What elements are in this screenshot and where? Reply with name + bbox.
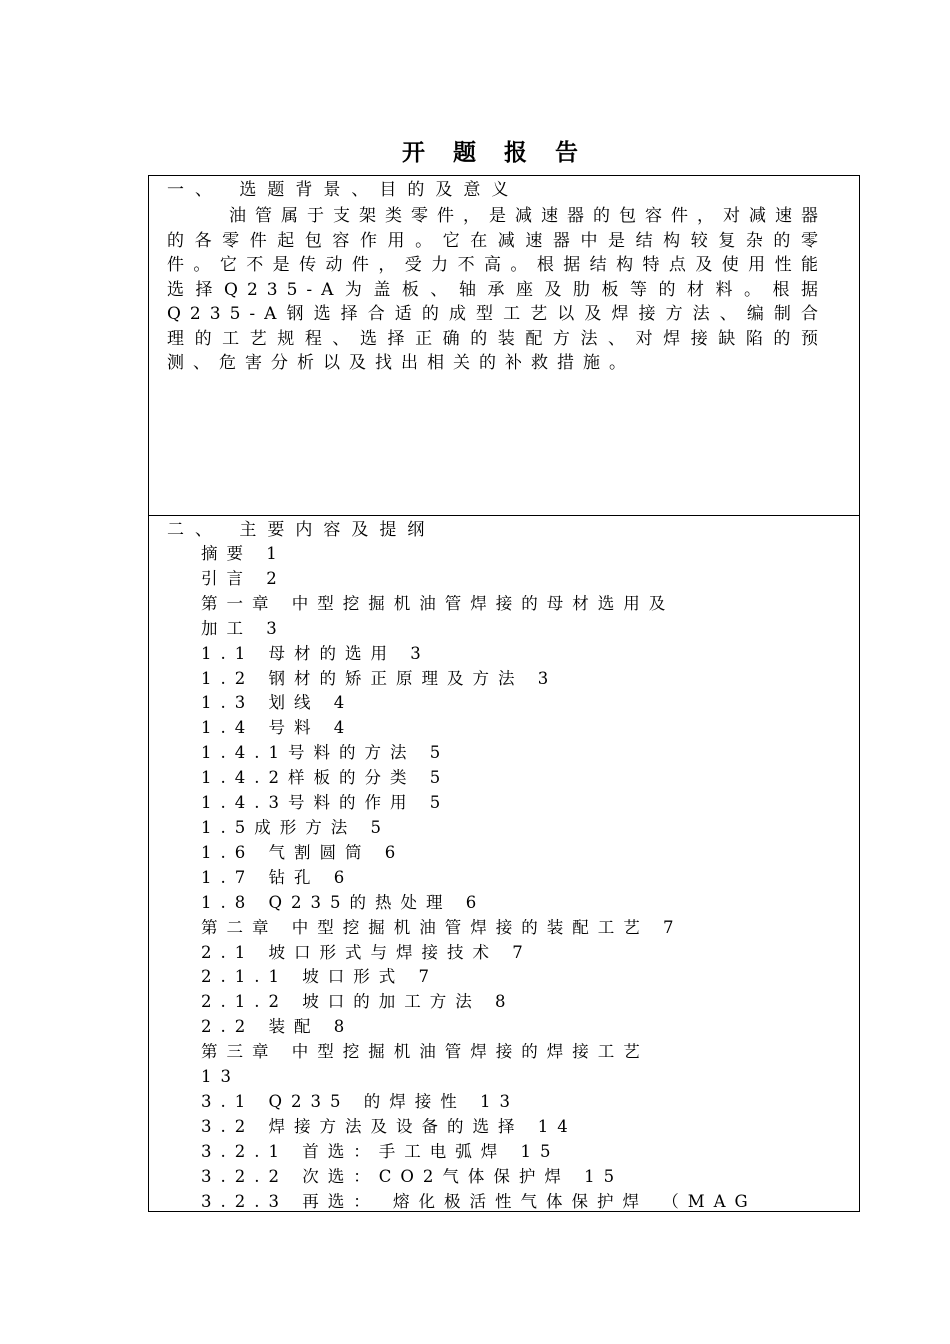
toc-entry: 第二章 中型挖掘机油管焊接的装配工艺 7 [201, 917, 683, 937]
toc-entry: 1.4.3号料的作用 5 [201, 793, 450, 813]
table-of-contents [201, 542, 851, 1214]
toc-entry: 1.6 气割圆筒 6 [201, 842, 405, 862]
toc-entry: 2.1 坡口形式与焊接技术 7 [201, 942, 532, 962]
toc-entry: 2.2 装配 8 [201, 1017, 354, 1037]
toc-entry: 2.1.1 坡口形式 7 [201, 967, 438, 987]
page-title: 开 题 报 告 [401, 139, 589, 166]
toc-entry: 第一章 中型挖掘机油管焊接的母材选用及 [201, 593, 675, 613]
toc-entry: 摘要 1 [201, 544, 286, 563]
toc-entry: 1.4.1号料的方法 5 [201, 743, 450, 763]
toc-entry: 加工 3 [201, 618, 286, 638]
toc-entry: 1.4 号料 4 [201, 718, 354, 738]
section-1-heading: 一、 选题背景、目的及意义 [167, 180, 520, 200]
section-outline-box [148, 515, 860, 1212]
section-1-body-text: 油管属于支架类零件，是减速器的包容件，对减速器的各零件起包容作用。它在减速器中是结构较复杂的零件。它不是传动件，受力不高。根据结构特点及使用性能选择Q235-A为盖板、轴承座及肋板等的材料。根据Q235-A钢选择合适的成型工艺以及焊接方法、编制合理的工艺规程、选择正确的装配方法、对焊接缺陷的预测、危害分析以及找出相关的补救措施。 [167, 206, 827, 373]
toc-entry: 3.1 Q235 的焊接性 13 [201, 1091, 519, 1111]
toc-entry: 1.3 划线 4 [201, 693, 354, 713]
toc-entry: 3.2.1 首选：手工电弧焊 15 [201, 1141, 560, 1161]
toc-entry: 2.1.2 坡口的加工方法 8 [201, 992, 515, 1012]
toc-entry: 1.1 母材的选用 3 [201, 643, 430, 663]
toc-entry: 1.8 Q235的热处理 6 [201, 892, 486, 912]
section-1-body [167, 204, 827, 376]
toc-entry: 3.2 焊接方法及设备的选择 14 [201, 1116, 577, 1136]
section-2-heading: 二、 主要内容及提纲 [167, 520, 436, 540]
toc-entry: 3.2.3 再选： 熔化极活性气体保护焊 （MAG [201, 1191, 757, 1211]
toc-entry: 3.2.2 次选：CO2气体保护焊 15 [201, 1166, 624, 1186]
toc-entry: 1.5成形方法 5 [201, 817, 390, 837]
toc-entry: 13 [201, 1067, 240, 1087]
toc-entry: 引言 2 [201, 568, 286, 588]
toc-entry: 1.4.2样板的分类 5 [201, 768, 450, 788]
toc-entry: 1.2 钢材的矫正原理及方法 3 [201, 668, 558, 688]
section-background-box [148, 175, 860, 516]
toc-entry: 1.7 钻孔 6 [201, 867, 354, 887]
toc-entry: 第三章 中型挖掘机油管焊接的焊接工艺 [201, 1042, 649, 1062]
